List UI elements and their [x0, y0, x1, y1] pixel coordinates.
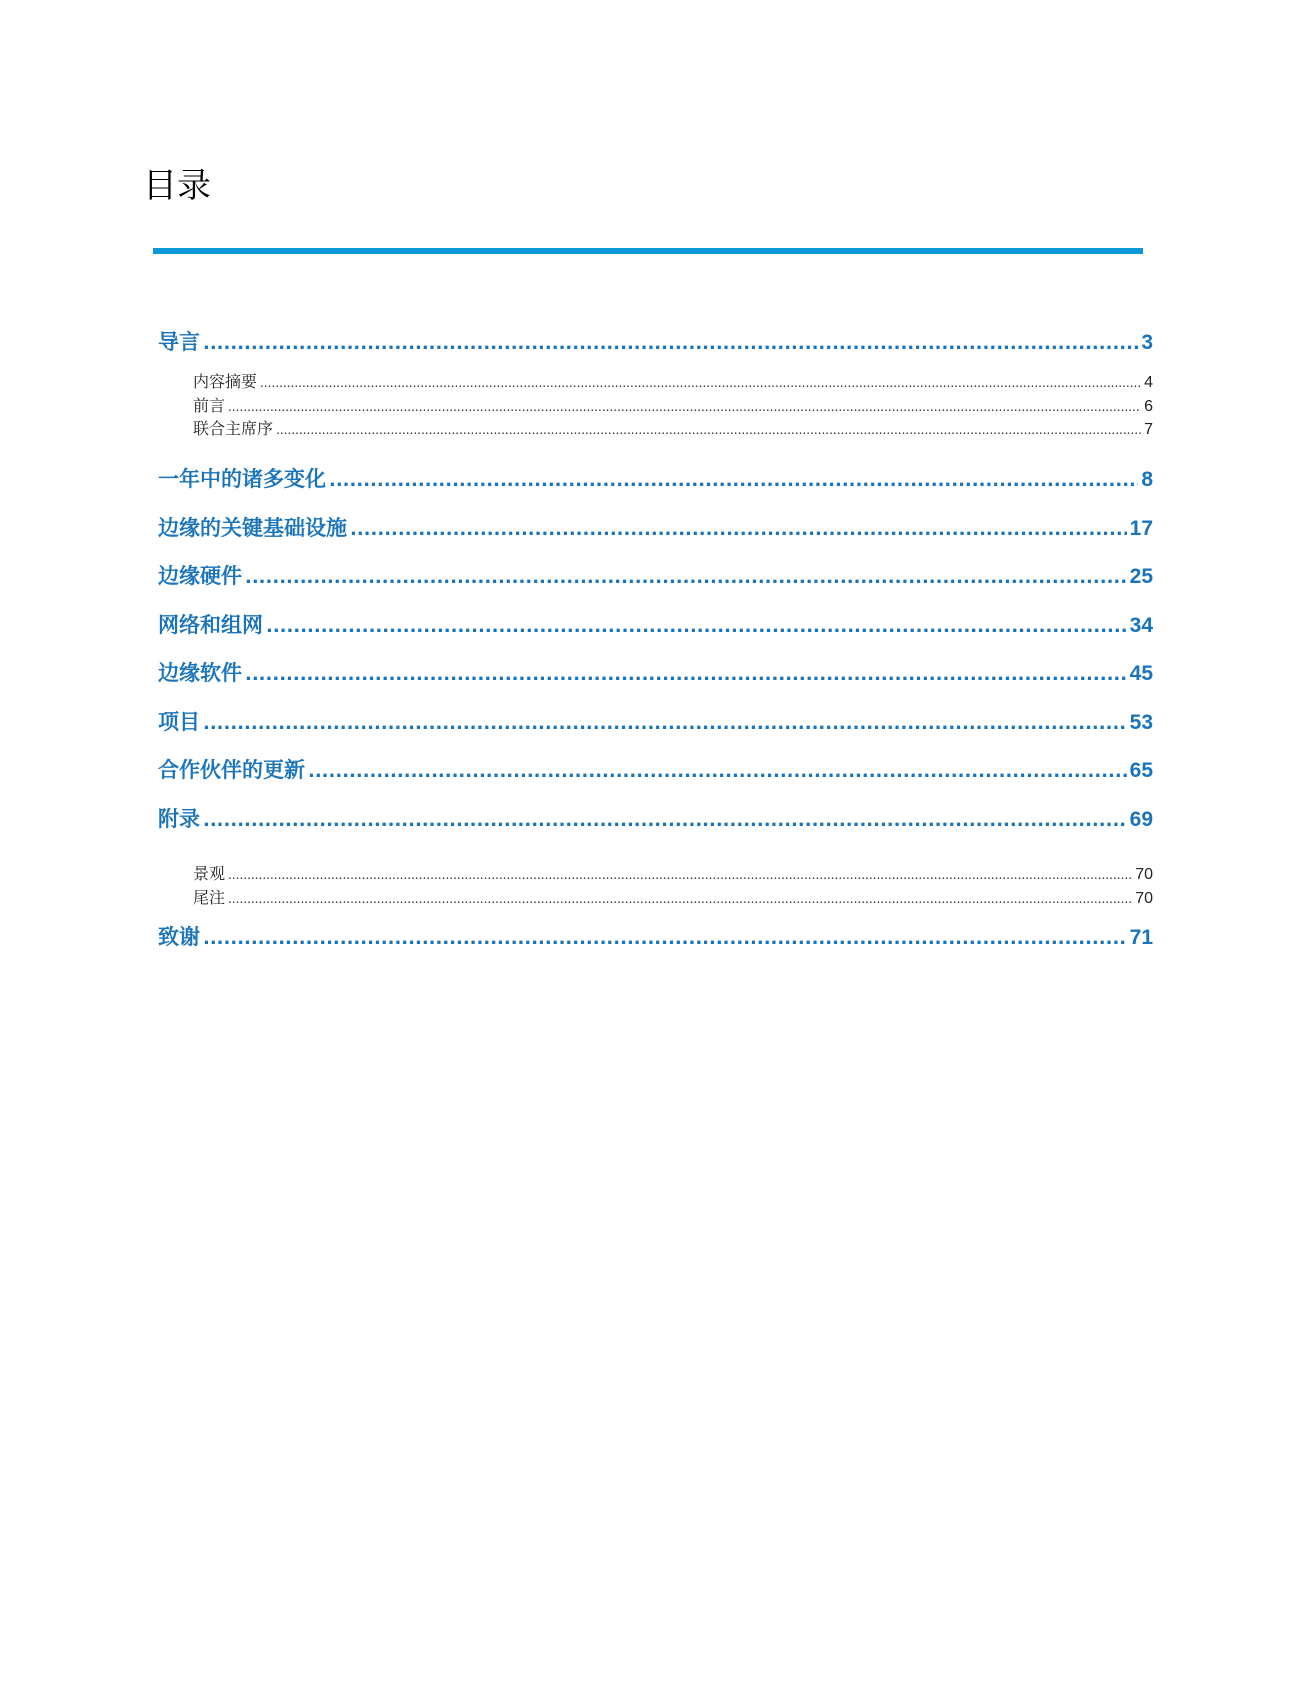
toc-entry-partner-updates[interactable] [158, 756, 1153, 786]
dot-leader [203, 925, 1127, 953]
toc-entry-label: 边缘软件 [158, 661, 242, 685]
toc-entry-page: 45 [1129, 662, 1153, 685]
toc-entry-page: 70 [1135, 890, 1153, 907]
toc-entry-label: 前言 [193, 396, 226, 415]
toc-entry-page: 17 [1129, 517, 1153, 540]
toc-entry-label: 项目 [158, 710, 200, 734]
toc-entry-summary[interactable] [193, 371, 1153, 394]
toc-entry-page: 4 [1144, 374, 1153, 391]
toc-entry-page: 65 [1129, 759, 1153, 782]
toc-entry-page: 6 [1144, 398, 1153, 415]
toc-entry-label: 致谢 [158, 925, 200, 949]
toc-entry-page: 25 [1129, 565, 1153, 588]
toc-entry-label: 边缘硬件 [158, 564, 242, 588]
toc-entry-edge-software[interactable] [158, 659, 1153, 689]
dot-leader [245, 564, 1127, 592]
dot-leader [308, 758, 1127, 786]
toc-entry-page: 70 [1135, 866, 1153, 883]
toc-entry-page: 71 [1129, 926, 1153, 949]
dot-leader [228, 396, 1141, 418]
dot-leader [203, 330, 1138, 358]
toc-entry-page: 69 [1129, 808, 1153, 831]
dot-leader [245, 661, 1127, 689]
toc-entry-year-of-change[interactable] [158, 465, 1153, 495]
toc-entry-page: 53 [1129, 711, 1153, 734]
toc-entry-projects[interactable] [158, 708, 1153, 738]
toc-entry-label: 附录 [158, 807, 200, 831]
toc-entry-page: 34 [1129, 614, 1153, 637]
toc-entry-label: 尾注 [193, 888, 226, 907]
dot-leader [203, 710, 1127, 738]
toc-entry-acknowledgements[interactable] [158, 923, 1153, 953]
toc-entry-label: 合作伙伴的更新 [158, 758, 305, 782]
toc-entry-label: 一年中的诸多变化 [158, 467, 326, 491]
toc-entry-label: 内容摘要 [193, 372, 258, 391]
toc-entry-critical-infrastructure[interactable] [158, 514, 1153, 544]
dot-leader [266, 613, 1127, 641]
dot-leader [228, 864, 1132, 886]
toc-entry-appendix[interactable] [158, 805, 1153, 835]
toc-entry-label: 边缘的关键基础设施 [158, 516, 347, 540]
dot-leader [329, 467, 1138, 495]
toc-entry-endnotes[interactable] [193, 887, 1153, 910]
dot-leader [228, 888, 1132, 910]
toc-entry-page: 3 [1141, 331, 1153, 354]
page-title: 目录 [143, 166, 211, 206]
toc-entry-label: 联合主席序 [193, 419, 274, 438]
dot-leader [350, 516, 1127, 544]
toc-entry-cochairs-preface[interactable] [193, 418, 1153, 441]
dot-leader [260, 372, 1141, 394]
dot-leader [203, 807, 1127, 835]
toc-entry-edge-hardware[interactable] [158, 562, 1153, 592]
toc-entry-introduction[interactable] [158, 328, 1153, 358]
toc-entry-label: 网络和组网 [158, 613, 263, 637]
toc-entry-landscape[interactable] [193, 863, 1153, 886]
toc-entry-label: 景观 [193, 864, 226, 883]
dot-leader [276, 419, 1141, 441]
toc-entry-label: 导言 [158, 330, 200, 354]
toc-entry-networking[interactable] [158, 611, 1153, 641]
toc-entry-page: 7 [1144, 421, 1153, 438]
toc-entry-page: 8 [1141, 468, 1153, 491]
toc-entry-foreword[interactable] [193, 395, 1153, 418]
